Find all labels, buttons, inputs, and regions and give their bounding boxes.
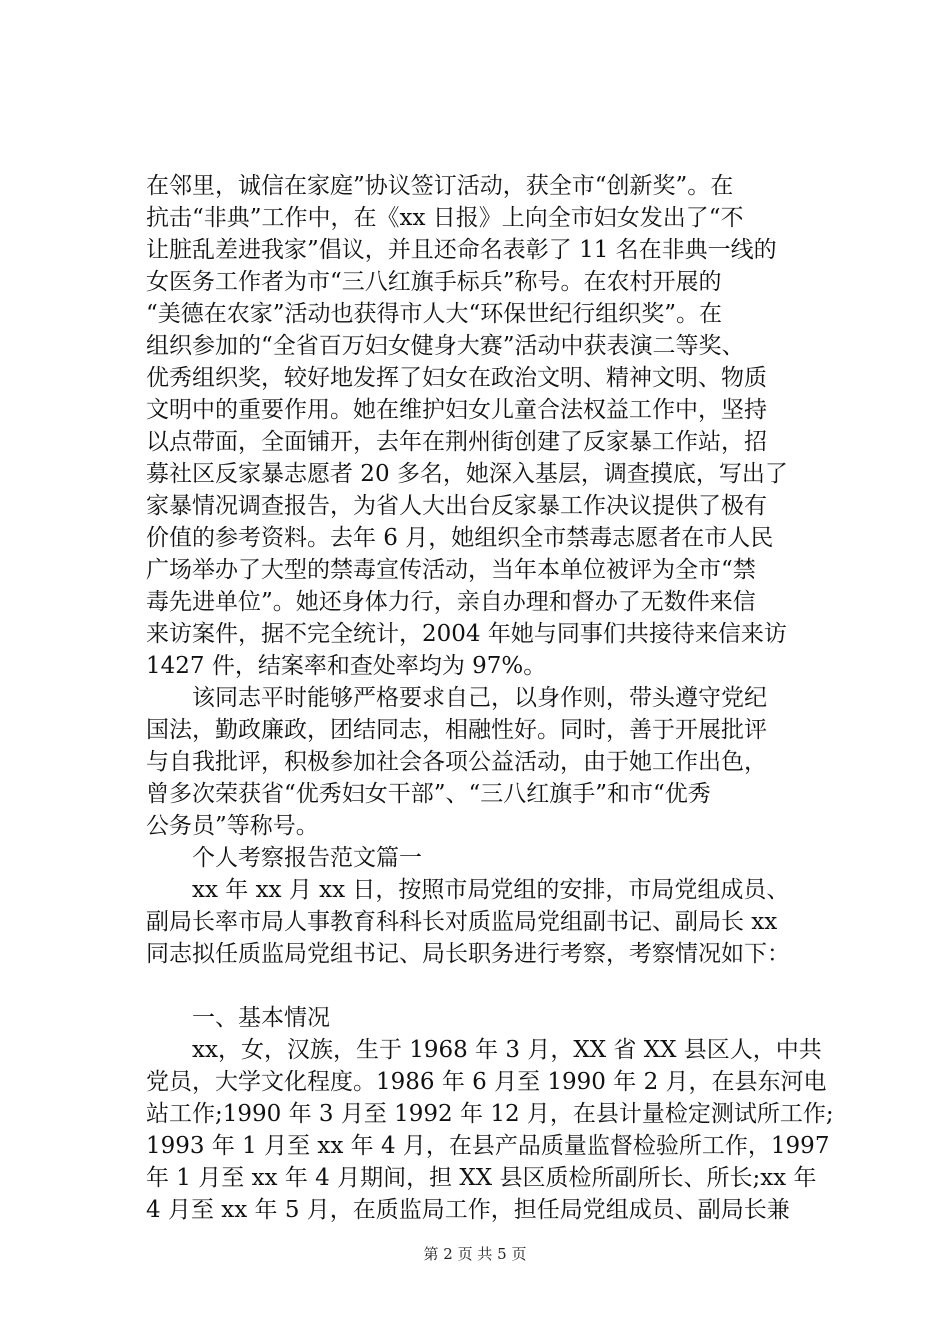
paragraph-start-line: 该同志平时能够严格要求自己，以身作则，带头遵守党纪 bbox=[192, 685, 767, 711]
section-heading: 个人考察报告范文篇一 bbox=[192, 845, 422, 871]
text-line: 与自我批评，积极参加社会各项公益活动，由于她工作出色， bbox=[146, 749, 767, 775]
text-line: 来访案件，据不完全统计，2004 年她与同事们共接待来信来访 bbox=[146, 621, 787, 647]
text-line: 女医务工作者为市“三八红旗手标兵”称号。在农村开展的 bbox=[146, 269, 722, 295]
paragraph-start-line: xx 年 xx 月 xx 日，按照市局党组的安排，市局党组成员、 bbox=[192, 877, 790, 903]
text-line: 曾多次荣获省“优秀妇女干部”、“三八红旗手”和市“优秀 bbox=[146, 781, 711, 807]
text-line: 年 1 月至 xx 年 4 月期间，担 XX 县区质检所副所长、所长;xx 年 bbox=[146, 1165, 817, 1191]
text-line: 党员，大学文化程度。1986 年 6 月至 1990 年 2 月，在县东河电 bbox=[146, 1069, 827, 1095]
text-line: 价值的参考资料。去年 6 月，她组织全市禁毒志愿者在市人民 bbox=[146, 525, 774, 551]
text-line: 募社区反家暴志愿者 20 多名，她深入基层，调查摸底，写出了 bbox=[146, 461, 788, 487]
blank-line bbox=[146, 970, 846, 1002]
text-line: 以点带面，全面铺开，去年在荆州街创建了反家暴工作站，招 bbox=[146, 429, 767, 455]
section-heading: 一、基本情况 bbox=[192, 1005, 330, 1031]
text-line: 毒先进单位”。她还身体力行，亲自办理和督办了无数件来信 bbox=[146, 589, 756, 615]
page-number-footer: 第 2 页 共 5 页 bbox=[423, 1245, 527, 1263]
text-line: 1427 件，结案率和查处率均为 97%。 bbox=[146, 653, 547, 679]
text-line: 站工作;1990 年 3 月至 1992 年 12 月，在县计量检定测试所工作; bbox=[146, 1101, 834, 1127]
text-line: 广场举办了大型的禁毒宣传活动，当年本单位被评为全市“禁 bbox=[146, 557, 756, 583]
text-line: 国法，勤政廉政，团结同志，相融性好。同时，善于开展批评 bbox=[146, 717, 767, 743]
text-line: 在邻里，诚信在家庭”协议签订活动，获全市“创新奖”。在 bbox=[146, 173, 734, 199]
text-line: 1993 年 1 月至 xx 年 4 月，在县产品质量监督检验所工作，1997 bbox=[146, 1133, 830, 1159]
text-line: 4 月至 xx 年 5 月，在质监局工作，担任局党组成员、副局长兼 bbox=[146, 1197, 790, 1223]
text-line: 同志拟任质监局党组书记、局长职务进行考察，考察情况如下： bbox=[146, 941, 790, 967]
text-line: 抗击“非典”工作中，在《xx 日报》上向全市妇女发出了“不 bbox=[146, 205, 744, 231]
paragraph-start-line: xx，女，汉族，生于 1968 年 3 月，XX 省 XX 县区人，中共 bbox=[192, 1037, 822, 1063]
text-line: 家暴情况调查报告，为省人大出台反家暴工作决议提供了极有 bbox=[146, 493, 767, 519]
document-body bbox=[146, 170, 846, 1226]
text-line: 公务员”等称号。 bbox=[146, 813, 319, 839]
text-line: 文明中的重要作用。她在维护妇女儿童合法权益工作中，坚持 bbox=[146, 397, 767, 423]
text-line: 优秀组织奖，较好地发挥了妇女在政治文明、精神文明、物质 bbox=[146, 365, 767, 391]
text-line: 副局长率市局人事教育科科长对质监局党组副书记、副局长 xx bbox=[146, 909, 778, 935]
text-line: “美德在农家”活动也获得市人大“环保世纪行组织奖”。在 bbox=[146, 301, 723, 327]
text-line: 组织参加的“全省百万妇女健身大赛”活动中获表演二等奖、 bbox=[146, 333, 745, 359]
text-line: 让脏乱差进我家”倡议，并且还命名表彰了 11 名在非典一线的 bbox=[146, 237, 777, 263]
